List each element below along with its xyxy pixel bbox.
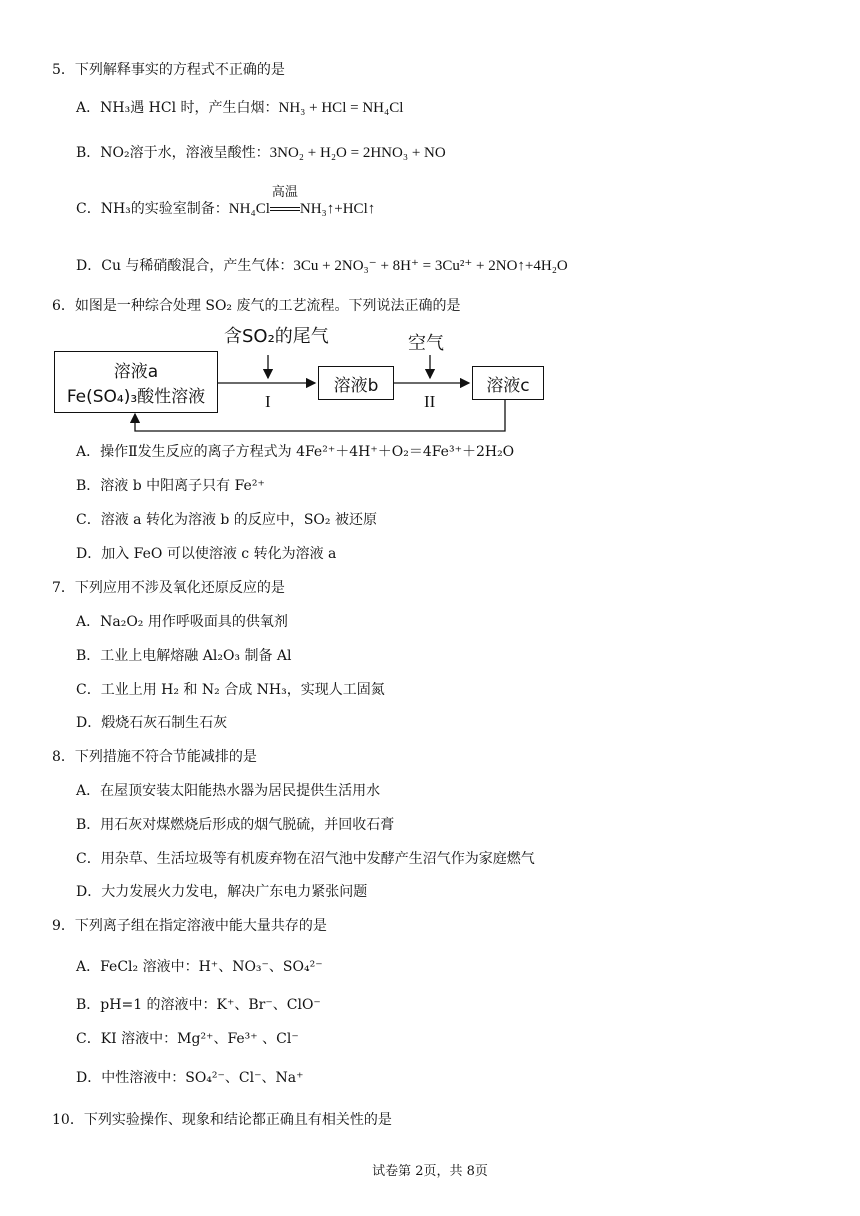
q10-stem: 10．下列实验操作、现象和结论都正确且有相关性的是 — [52, 1112, 392, 1128]
q7-option-b: B．工业上电解熔融 Al₂O₃ 制备 Al — [76, 648, 292, 664]
box-solution-a — [54, 351, 218, 413]
q6-option-c: C．溶液 a 转化为溶液 b 的反应中，SO₂ 被还原 — [76, 512, 377, 528]
q5-option-b-text: NO₂溶于水，溶液呈酸性： — [100, 145, 270, 161]
q6-stem: 6．如图是一种综合处理 SO₂ 废气的工艺流程。下列说法正确的是 — [52, 298, 461, 314]
page-footer: 试卷第 2页，共 8页 — [372, 1164, 488, 1179]
q6-option-d: D．加入 FeO 可以使溶液 c 转化为溶液 a — [76, 546, 337, 562]
q5-option-c-label: C． — [76, 201, 101, 217]
label-step-1: I — [265, 392, 271, 411]
q5-option-a-label: A． — [76, 100, 101, 116]
q8-option-c: C．用杂草、生活垃圾等有机废弃物在沼气池中发酵产生沼气作为家庭燃气 — [76, 851, 535, 867]
q7-option-c: C．工业上用 H₂ 和 N₂ 合成 NH₃，实现人工固氮 — [76, 682, 385, 698]
q5-option-c-condition-text: 高温 — [271, 185, 298, 200]
q9-stem: 9．下列离子组在指定溶液中能大量共存的是 — [52, 918, 327, 934]
q7-option-d: D．煅烧石灰石制生石灰 — [76, 715, 228, 731]
box-solution-a-line1: 溶液a — [113, 362, 159, 382]
q5-option-a-equation: NH₃ + HCl = NH₄Cl — [278, 100, 404, 116]
q6-option-a: A．操作Ⅱ发生反应的离子方程式为 4Fe²⁺＋4H⁺＋O₂＝4Fe³⁺＋2H₂O — [76, 444, 515, 460]
q5-option-a-text: NH₃遇 HCl 时，产生白烟： — [100, 100, 279, 116]
q8-option-a: A．在屋顶安装太阳能热水器为居民提供生活用水 — [76, 783, 381, 799]
q5-option-d-text: Cu 与稀硝酸混合，产生气体： — [101, 258, 294, 274]
q5-option-b-label: B． — [76, 145, 101, 161]
q9-option-c: C．KI 溶液中：Mg²⁺、Fe³⁺ 、Cl⁻ — [76, 1031, 299, 1047]
q7-stem: 7．下列应用不涉及氧化还原反应的是 — [52, 580, 285, 596]
q5-stem: 5．下列解释事实的方程式不正确的是 — [52, 62, 285, 78]
q8-option-b: B．用石灰对煤燃烧后形成的烟气脱硫，并回收石膏 — [76, 817, 395, 833]
box-solution-a-line2: Fe(SO₄)₃酸性溶液 — [66, 387, 206, 407]
q5-option-c-left: NH₄Cl — [228, 201, 270, 217]
label-step-2: II — [424, 392, 436, 411]
box-solution-c: 溶液c — [472, 366, 544, 400]
q8-option-d: D．大力发展火力发电，解决广东电力紧张问题 — [76, 884, 368, 900]
q5-option-b-equation: 3NO₂ + H₂O = 2HNO₃ + NO — [269, 145, 446, 161]
q7-option-a: A．Na₂O₂ 用作呼吸面具的供氧剂 — [76, 614, 288, 630]
q6-option-b: B．溶液 b 中阳离子只有 Fe²⁺ — [76, 478, 265, 494]
q9-option-b: B．pH=1 的溶液中：K⁺、Br⁻、ClO⁻ — [76, 997, 321, 1013]
q8-stem: 8．下列措施不符合节能减排的是 — [52, 749, 257, 765]
q9-option-a: A．FeCl₂ 溶液中：H⁺、NO₃⁻、SO₄²⁻ — [76, 959, 323, 975]
label-so2-tail-gas: 含SO₂的尾气 — [224, 326, 329, 347]
q5-option-d-label: D． — [76, 258, 102, 274]
q5-option-c-right: NH₃↑+HCl↑ — [299, 201, 376, 217]
q5-option-c-text: NH₃的实验室制备： — [100, 201, 229, 217]
box-solution-b: 溶液b — [318, 366, 394, 400]
q5-option-d-equation: 3Cu + 2NO₃⁻ + 8H⁺ = 3Cu²⁺ + 2NO↑+4H₂O — [293, 258, 568, 274]
q9-option-d: D．中性溶液中：SO₄²⁻、Cl⁻、Na⁺ — [76, 1070, 304, 1086]
label-air: 空气 — [408, 333, 444, 354]
